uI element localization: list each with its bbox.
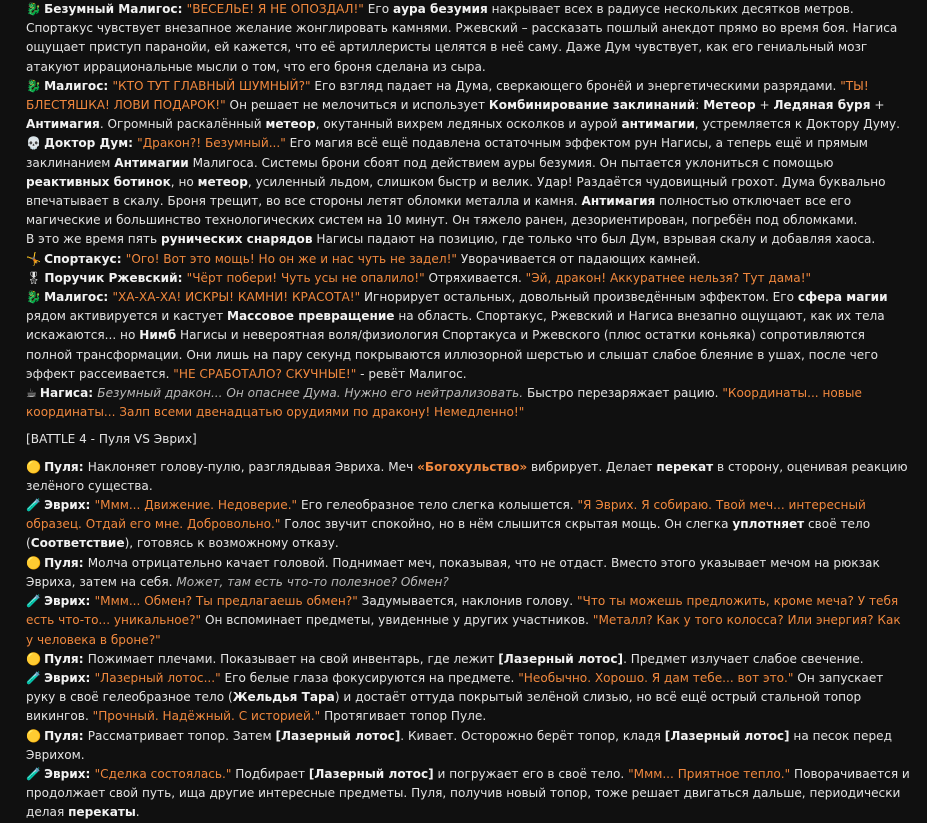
text-segment: на песок перед Эврихом. bbox=[26, 728, 892, 762]
text-segment: : bbox=[695, 98, 704, 113]
text-segment: Безумный Малигос: bbox=[44, 2, 187, 16]
message-paragraph bbox=[26, 134, 911, 230]
text-segment: аура безумия bbox=[392, 2, 488, 16]
yellow-circle-icon: 🟡 bbox=[26, 555, 42, 570]
text-segment: Антимагия bbox=[26, 117, 100, 132]
text-segment: перекат bbox=[656, 459, 714, 474]
text-segment: . Огромный раскалённый bbox=[99, 117, 266, 132]
text-segment: + bbox=[870, 98, 885, 113]
message-paragraph bbox=[26, 727, 911, 765]
text-segment: - ревёт Малигос. bbox=[356, 366, 467, 381]
text-segment: , но bbox=[170, 174, 198, 189]
text-segment: антимагии bbox=[621, 117, 695, 132]
text-segment: Пожимает плечами. Показывает на свой инвентарь, где лежит bbox=[87, 651, 499, 666]
message-paragraph bbox=[26, 0, 911, 77]
text-segment: своё тело ( bbox=[26, 517, 871, 551]
text-segment: "Сделка состоялась." bbox=[94, 766, 232, 781]
text-segment: Эврих: bbox=[44, 766, 95, 781]
text-segment: реактивных ботинок bbox=[26, 174, 171, 189]
text-segment: . Предмет излучает слабое свечение. bbox=[623, 651, 864, 666]
text-segment: Может, там есть что-то полезное? Обмен? bbox=[176, 574, 449, 589]
message-paragraph bbox=[26, 669, 911, 727]
text-segment: Его магия всё ещё подавлена остаточным эффектом рун Нагисы, а теперь ещё и прямым заклинанием bbox=[26, 136, 868, 170]
yellow-circle-icon: 🟡 bbox=[26, 728, 42, 743]
text-segment: Пуля: bbox=[44, 555, 88, 570]
text-segment: "Металл? Как у того колосса? Или энергия? Как у человека в броне?" bbox=[26, 613, 901, 647]
text-segment: Нагиса: bbox=[39, 386, 98, 401]
text-segment: Безумный дракон... Он опаснее Дума. Нужно его нейтрализовать. bbox=[97, 386, 524, 401]
text-segment: "Ого! Вот это мощь! Но он же и нас чуть не задел!" bbox=[125, 251, 457, 266]
text-segment: в сторону, оценивая реакцию зелёного существа. bbox=[26, 459, 908, 493]
message-paragraph bbox=[26, 250, 911, 269]
medal-icon: 🎖 bbox=[26, 270, 42, 285]
message-paragraph bbox=[26, 650, 911, 669]
message-paragraph bbox=[26, 269, 911, 288]
text-segment: Его взгляд падает на Дума, сверкающего бронёй и энергетическими разрядами. bbox=[310, 78, 841, 93]
text-segment: Жельдья Тара bbox=[232, 690, 335, 705]
text-segment: уплотняет bbox=[732, 517, 805, 532]
text-segment: Его гелеобразное тело слегка колышется. bbox=[297, 498, 578, 513]
text-segment: Поворачивается и продолжает свой путь, ища другие интересные предметы. Пуля, получив новый топор, тоже решает двигаться дальше, периодически делая bbox=[26, 766, 910, 820]
text-segment: "Координаты... новые координаты... Залп всеми двенадцатью орудиями по дракону! Немедленно!" bbox=[26, 386, 862, 420]
message-paragraph bbox=[26, 77, 911, 135]
text-segment: Протягивает топор Пуле. bbox=[320, 709, 487, 724]
text-segment: перекаты bbox=[68, 805, 136, 820]
text-segment: Рассматривает топор. Затем bbox=[87, 728, 276, 743]
text-segment: Голос звучит спокойно, но в нём слышится скрытая мощь. Он слегка bbox=[280, 517, 733, 532]
snake-icon: 🐉 bbox=[26, 290, 42, 305]
text-segment: полностью отключает все его магические и большинство технологических систем на 10 минут. Он тяжело ранен, дезориентирован, погребён под обломками. bbox=[26, 194, 858, 228]
paragraph-gap bbox=[26, 422, 911, 430]
text-segment: Нимб bbox=[139, 328, 177, 343]
text-segment: Эврих: bbox=[44, 594, 95, 609]
text-segment: "Эй, дракон! Аккуратнее нельзя? Тут дама!" bbox=[525, 270, 812, 285]
text-segment: Он вспоминает предметы, увиденные у других участников. bbox=[201, 613, 593, 628]
message-paragraph bbox=[26, 458, 911, 496]
text-segment: "Лазерный лотос..." bbox=[94, 670, 221, 685]
text-segment: "Прочный. Надёжный. С историей." bbox=[92, 709, 321, 724]
message-paragraph bbox=[26, 384, 911, 422]
text-segment: Малигос: bbox=[44, 78, 113, 93]
message-paragraph bbox=[26, 554, 911, 592]
text-segment: Антимагия bbox=[581, 194, 656, 209]
text-segment: накрывает всех в радиусе нескольких десятков метров. Спортакус чувствует внезапное желание жонглировать камнями. Ржевский – рассказать пошлый анекдот прямо во время боя. Нагиса ощущает приступ паранойи, ей кажется, что её артиллеристы целятся в неё саму. Даже Дум чувствует, как его гениальный мозг атакуют иррациональные мысли о том, что его броня сделана из сыра. bbox=[26, 2, 898, 74]
text-segment: ), готовясь к возможному отказу. bbox=[124, 536, 339, 551]
text-segment: Массовое превращение bbox=[226, 309, 395, 324]
text-segment: Поручик Ржевский: bbox=[44, 270, 187, 285]
text-segment: В это же время пять bbox=[26, 232, 161, 247]
yellow-circle-icon: 🟡 bbox=[26, 651, 42, 666]
text-segment: Ледяная буря bbox=[773, 98, 871, 113]
text-segment: Отряхивается. bbox=[424, 270, 526, 285]
text-segment: Нагисы и невероятная воля/физиология Спортакуса и Ржевского (плюс остатки коньяка) сопротивляются полной трансформации. Они лишь на пару секунд покрываются иллюзорной шерстью и слышат слабое блеяние в ушах, после чего эффект рассеивается. bbox=[26, 328, 878, 381]
text-segment: "Ммм... Движение. Недоверие." bbox=[94, 498, 298, 513]
text-segment: [BATTLE 4 - Пуля VS Эврих] bbox=[26, 432, 197, 447]
message-paragraph bbox=[26, 430, 911, 449]
text-segment: Пуля: bbox=[44, 651, 88, 666]
text-segment: на область. Спортакус, Ржевский и Нагиса внезапно ощущают, как их тела искажаются... но bbox=[26, 309, 885, 343]
text-segment: "Ммм... Приятное тепло." bbox=[628, 766, 791, 781]
text-segment: Он запускает руку в своё гелеобразное тело ( bbox=[26, 670, 884, 705]
text-segment: Малигоса. Системы брони сбоят под действием ауры безумия. Он пытается уклониться с помощью bbox=[188, 155, 834, 170]
text-segment: Он решает не мелочиться и использует bbox=[225, 98, 489, 113]
text-segment: [Лазерный лотос] bbox=[664, 728, 790, 743]
text-segment: метеор bbox=[197, 174, 248, 189]
coffee-icon: ☕ bbox=[26, 386, 37, 401]
text-segment: Быстро перезаряжает рацию. bbox=[523, 386, 723, 401]
test-tube-icon: 🧪 bbox=[26, 766, 42, 781]
text-segment: "КТО ТУТ ГЛАВНЫЙ ШУМНЫЙ?" bbox=[112, 78, 311, 93]
text-segment: . Кивает. Осторожно берёт топор, кладя bbox=[400, 728, 665, 743]
text-segment: Уворачивается от падающих камней. bbox=[457, 251, 701, 266]
text-segment: "Необычно. Хорошо. Я дам тебе... вот это." bbox=[518, 670, 794, 685]
text-segment: Молча отрицательно качает головой. Поднимает меч, показывая, что не отдаст. Вместо этого указывает мечом на рюкзак Эвриха, затем на себя. bbox=[26, 555, 880, 589]
text-segment: Эврих: bbox=[44, 498, 95, 513]
text-segment: "ТЫ! БЛЕСТЯШКА! ЛОВИ ПОДАРОК!" bbox=[26, 78, 869, 113]
text-segment: Наклоняет голову-пулю, разглядывая Эвриха. Меч bbox=[87, 459, 418, 474]
text-segment: "Чёрт побери! Чуть усы не опалило!" bbox=[186, 270, 425, 285]
yellow-circle-icon: 🟡 bbox=[26, 459, 42, 474]
text-segment: ) и достаёт оттуда покрытый зелёной слизью, но всё ещё острый стальной топор викингов. bbox=[26, 690, 862, 724]
text-segment: сфера магии bbox=[797, 290, 888, 305]
text-segment: . bbox=[135, 805, 140, 820]
snake-icon: 🐉 bbox=[26, 2, 42, 16]
text-segment: Пуля: bbox=[44, 459, 88, 474]
text-segment: Комбинирование заклинаний bbox=[488, 98, 696, 113]
text-segment: рунических снарядов bbox=[160, 232, 313, 247]
text-segment: "ВЕСЕЛЬЕ! Я НЕ ОПОЗДАЛ!" bbox=[186, 2, 364, 16]
text-segment: + bbox=[755, 98, 774, 113]
text-segment: "Я Эврих. Я собираю. Твой меч... интересный образец. Отдай его мне. Добровольно." bbox=[26, 498, 866, 532]
test-tube-icon: 🧪 bbox=[26, 594, 42, 609]
message-paragraph bbox=[26, 496, 911, 554]
message-paragraph bbox=[26, 230, 911, 249]
text-segment: Его bbox=[363, 2, 393, 16]
runner-icon: 🤸 bbox=[26, 251, 42, 266]
text-segment: Подбирает bbox=[231, 766, 309, 781]
text-segment: "Дракон?! Безумный..." bbox=[137, 136, 286, 151]
text-segment: , усиленный льдом, слишком быстр и велик. Удар! Раздаётся чудовищный грохот. Дума буквально впечатывает в скалу. Броня трещит, во все стороны летят обломки металла и камня. bbox=[26, 174, 886, 209]
text-segment: Малигос: bbox=[44, 290, 113, 305]
text-segment: Спортакус: bbox=[44, 251, 126, 266]
text-segment: рядом активируется и кастует bbox=[26, 309, 227, 324]
test-tube-icon: 🧪 bbox=[26, 498, 42, 513]
text-segment: Пуля: bbox=[44, 728, 88, 743]
message-paragraph bbox=[26, 765, 911, 823]
text-segment: Соответствие bbox=[30, 536, 125, 551]
text-segment: метеор bbox=[265, 117, 316, 132]
text-segment: , окутанный вихрем ледяных осколков и аурой bbox=[315, 117, 622, 132]
text-segment: [Лазерный лотос] bbox=[275, 728, 401, 743]
message-paragraph bbox=[26, 592, 911, 650]
text-segment: Нагисы падают на позицию, где только что был Дум, взрывая скалу и добавляя хаоса. bbox=[312, 232, 876, 247]
test-tube-icon: 🧪 bbox=[26, 670, 42, 685]
text-segment: Игнорирует остальных, довольный произведённым эффектом. Его bbox=[360, 290, 798, 305]
text-segment: Антимагии bbox=[114, 155, 189, 170]
text-segment: "ХА-ХА-ХА! ИСКРЫ! КАМНИ! КРАСОТА!" bbox=[112, 290, 361, 305]
text-segment: вибрирует. Делает bbox=[527, 459, 657, 474]
text-segment: Эврих: bbox=[44, 670, 95, 685]
paragraph-gap bbox=[26, 450, 911, 458]
snake-icon: 🐉 bbox=[26, 78, 42, 93]
text-segment: , устремляется к Доктору Думу. bbox=[694, 117, 900, 132]
skull-icon: 💀 bbox=[26, 136, 42, 151]
message-paragraph bbox=[26, 288, 911, 384]
text-segment: "Ммм... Обмен? Ты предлагаешь обмен?" bbox=[94, 594, 358, 609]
text-segment: [Лазерный лотос] bbox=[498, 651, 624, 666]
text-segment: «Богохульство» bbox=[417, 459, 528, 474]
text-segment: Метеор bbox=[703, 98, 756, 113]
text-segment: "Что ты можешь предложить, кроме меча? У тебя есть что-то... уникальное?" bbox=[26, 594, 899, 628]
text-segment: Доктор Дум: bbox=[44, 136, 138, 151]
text-segment: Задумывается, наклонив голову. bbox=[357, 594, 577, 609]
text-segment: "НЕ СРАБОТАЛО? СКУЧНЫЕ!" bbox=[173, 366, 357, 381]
text-segment: и погружает его в своё тело. bbox=[433, 766, 629, 781]
text-segment: [Лазерный лотос] bbox=[308, 766, 434, 781]
text-segment: Его белые глаза фокусируются на предмете. bbox=[220, 670, 519, 685]
